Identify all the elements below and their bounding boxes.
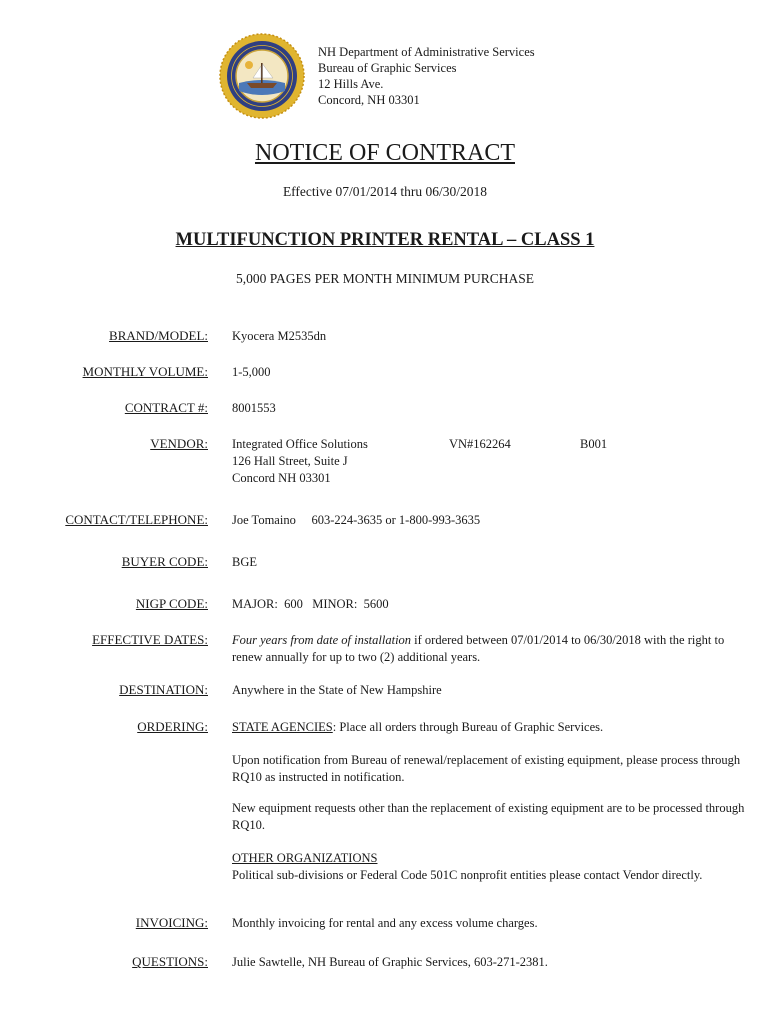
effective-dates-detail: if ordered between 07/01/2014 to 06/30/2018 with the right to renew annually for up to two (2) additional years. (232, 633, 725, 664)
other-organizations-text: Political sub-divisions or Federal Code 501C nonprofit entities please contact Vendor directly. (232, 868, 703, 882)
other-organizations-heading: OTHER ORGANIZATIONS (232, 851, 378, 865)
destination-label: DESTINATION: (119, 682, 208, 697)
contract-heading: MULTIFUNCTION PRINTER RENTAL – CLASS 1 (175, 230, 595, 250)
invoicing-label: INVOICING: (135, 915, 208, 930)
monthly-volume-label: MONTHLY VOLUME: (82, 364, 208, 379)
contract-number-value: 8001553 (232, 401, 276, 415)
monthly-volume-value: 1-5,000 (232, 365, 271, 379)
brand-model-label: BRAND/MODEL: (109, 328, 208, 343)
contact-value: Joe Tomaino 603-224-3635 or 1-800-993-3635 (232, 513, 481, 527)
contract-subheading: 5,000 PAGES PER MONTH MINIMUM PURCHASE (235, 271, 535, 286)
effective-period: Effective 07/01/2014 thru 06/30/2018 (282, 184, 488, 199)
buyer-code-label: BUYER CODE: (121, 554, 208, 569)
questions-label: QUESTIONS: (132, 954, 208, 969)
document-title: NOTICE OF CONTRACT (254, 140, 515, 166)
ordering-label: ORDERING: (137, 719, 208, 734)
ordering-renewal-text: Upon notification from Bureau of renewal/replacement of existing equipment, please process through RQ10 as instructed in notification. (232, 753, 741, 784)
vendor-name: Integrated Office Solutions (232, 437, 368, 451)
bureau-name: Bureau of Graphic Services (318, 61, 457, 75)
effective-dates-label: EFFECTIVE DATES: (92, 632, 208, 647)
vendor-value (232, 436, 752, 487)
ordering-state-agencies (232, 719, 752, 736)
state-agencies-heading: STATE AGENCIES (232, 720, 333, 734)
state-seal-icon (219, 33, 305, 119)
state-agencies-text: : Place all orders through Bureau of Graphic Services. (332, 720, 604, 734)
contract-number-label: CONTRACT #: (124, 400, 208, 415)
destination-value: Anywhere in the State of New Hampshire (232, 683, 442, 697)
invoicing-value: Monthly invoicing for rental and any excess volume charges. (232, 916, 538, 930)
ordering-other-organizations (232, 850, 752, 884)
effective-dates-value (232, 632, 752, 666)
vendor-city: Concord NH 03301 (232, 471, 331, 485)
city-state-zip: Concord, NH 03301 (318, 93, 420, 107)
nigp-code-value: MAJOR: 600 MINOR: 5600 (232, 597, 389, 611)
contact-label: CONTACT/TELEPHONE: (65, 512, 208, 527)
agency-address-block (318, 44, 535, 108)
vendor-code: B001 (580, 437, 608, 451)
nigp-code-label: NIGP CODE: (135, 596, 208, 611)
questions-value: Julie Sawtelle, NH Bureau of Graphic Services, 603-271-2381. (232, 955, 548, 969)
effective-dates-term: Four years from date of installation (232, 633, 412, 647)
vendor-number: VN#162264 (449, 437, 511, 451)
ordering-new-equipment-text: New equipment requests other than the replacement of existing equipment are to be processed through RQ10. (232, 801, 745, 832)
vendor-street: 126 Hall Street, Suite J (232, 454, 348, 468)
vendor-label: VENDOR: (150, 436, 208, 451)
department-name: NH Department of Administrative Services (318, 45, 535, 59)
buyer-code-value: BGE (232, 555, 257, 569)
street-address: 12 Hills Ave. (318, 77, 384, 91)
brand-model-value: Kyocera M2535dn (232, 329, 327, 343)
